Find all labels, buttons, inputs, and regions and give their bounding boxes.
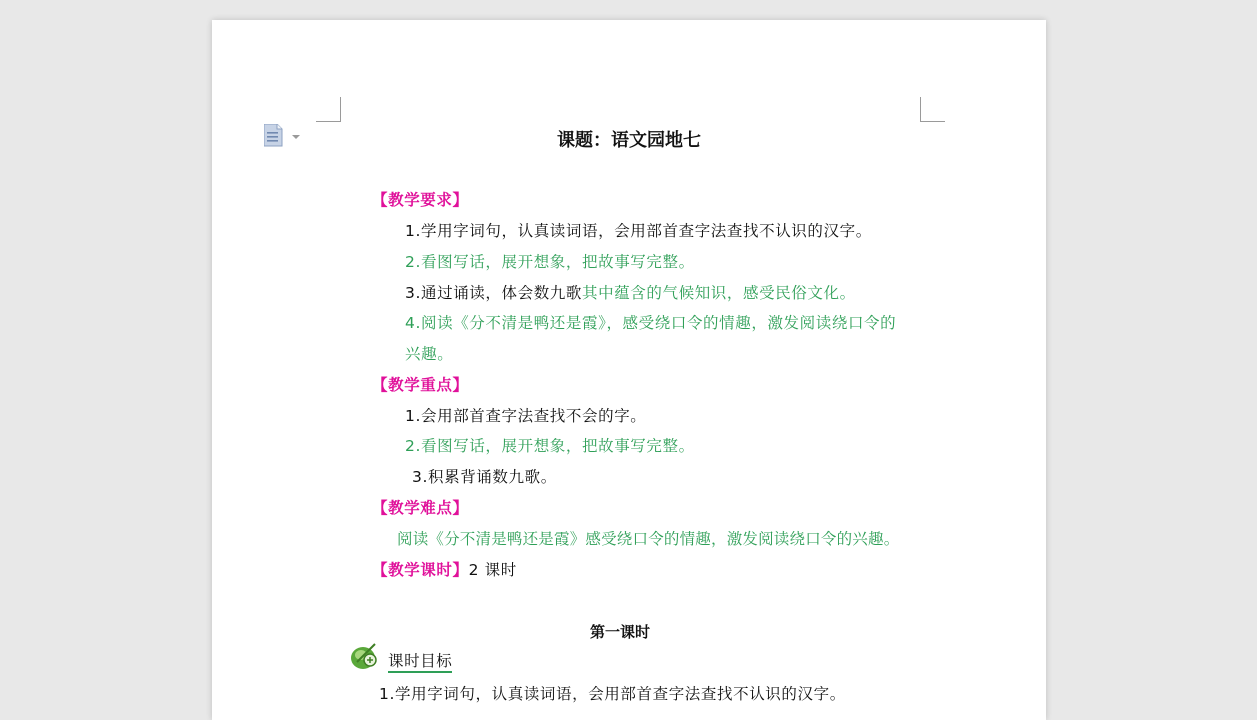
margin-corner-top-right [920, 97, 945, 122]
requirement-3 [405, 283, 856, 303]
requirement-4-continued: 兴趣。 [405, 345, 454, 363]
margin-corner-top-left [316, 97, 341, 122]
leaf-target-icon [348, 640, 382, 672]
page-title: 课题：语文园地七 [557, 130, 701, 151]
key-points-heading: 【教学重点】 [372, 376, 469, 394]
requirement-3-part-1: 3.通过诵读，体会数九歌 [405, 284, 582, 302]
difficulty-1: 阅读《分不清是鸭还是霞》感受绕口令的情趣，激发阅读绕口令的兴趣。 [397, 530, 900, 548]
key-point-1: 1.会用部首查字法查找不会的字。 [405, 407, 647, 425]
requirement-2: 2.看图写话，展开想象，把故事写完整。 [405, 253, 695, 271]
lesson-goals-label: 课时目标 [388, 652, 452, 673]
requirement-1: 1.学用字词句，认真读词语，会用部首查字法查找不认识的汉字。 [405, 222, 872, 240]
key-point-2: 2.看图写话，展开想象，把故事写完整。 [405, 437, 695, 455]
class-hours-value: 2 课时 [468, 561, 517, 579]
requirements-heading: 【教学要求】 [372, 191, 469, 209]
key-point-3: 3.积累背诵数九歌。 [412, 468, 557, 486]
requirement-4: 4.阅读《分不清是鸭还是霞》，感受绕口令的情趣，激发阅读绕口令的 [405, 314, 897, 332]
class-hours [372, 560, 517, 580]
lesson-title: 第一课时 [589, 623, 650, 641]
document-page [212, 20, 1046, 720]
lesson-goal-1: 1.学用字词句，认真读词语，会用部首查字法查找不认识的汉字。 [379, 685, 846, 703]
class-hours-heading: 【教学课时】 [372, 561, 469, 579]
difficulties-heading: 【教学难点】 [372, 499, 469, 517]
requirement-3-part-2: 其中蕴含的气候知识，感受民俗文化。 [582, 284, 856, 302]
